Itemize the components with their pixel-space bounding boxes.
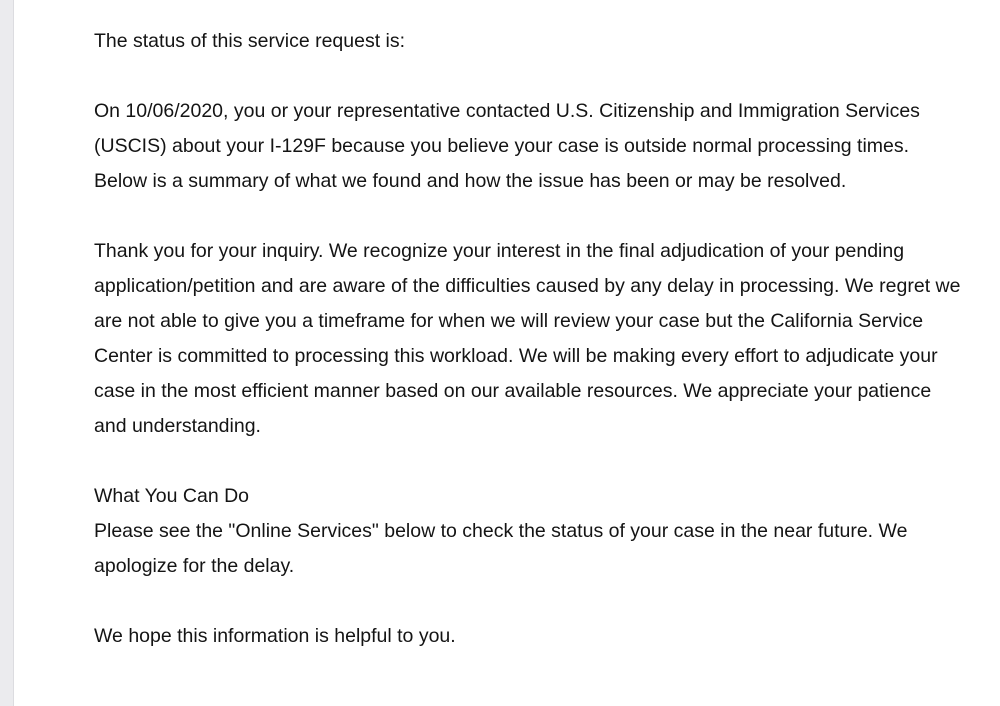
what-you-can-do-heading: What You Can Do <box>94 485 250 507</box>
contact-paragraph: On 10/06/2020, you or your representative contacted U.S. Citizenship and Immigration Services (USCIS) about your I-129F because you believe your case is outside normal processing times. Below is a summary of what we found and how the issue has been or may be resolved. <box>94 100 920 192</box>
paragraph-gap <box>94 584 964 619</box>
closing-line: We hope this information is helpful to you. <box>94 625 456 647</box>
message-body <box>94 24 964 654</box>
left-sidebar-edge <box>0 0 14 706</box>
paragraph-gap <box>94 444 964 479</box>
paragraph-gap <box>94 59 964 94</box>
response-paragraph: Thank you for your inquiry. We recognize your interest in the final adjudication of your pending application/petition and are aware of the difficulties caused by any delay in processing. We regret we are not able to give you a timeframe for when we will review your case but the California Service Center is committed to processing this workload. We will be making every effort to adjudicate your case in the most efficient manner based on our available resources. We appreciate your patience and understanding. <box>94 240 961 437</box>
what-you-can-do-text: Please see the "Online Services" below to check the status of your case in the near future. We apologize for the delay. <box>94 520 908 577</box>
paragraph-gap <box>94 199 964 234</box>
status-intro: The status of this service request is: <box>94 30 406 52</box>
